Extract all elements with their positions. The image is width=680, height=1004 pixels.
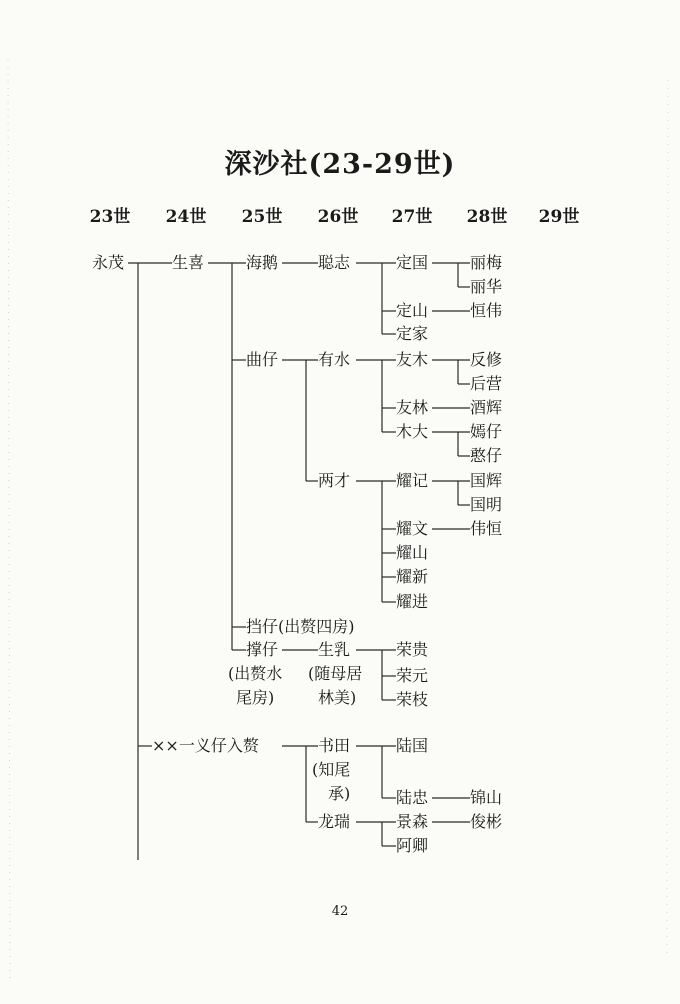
person-haozai: 憨仔 (470, 446, 503, 465)
person-muda: 木大 (396, 422, 429, 441)
person-shengxi: 生喜 (172, 253, 205, 272)
person-guoming: 国明 (470, 495, 503, 514)
person-shutian-note-line1: (知尾 (312, 760, 351, 779)
generation-label-25: 25世 (241, 207, 283, 227)
generation-label-23: 23世 (89, 207, 131, 227)
generation-label-27: 27世 (391, 207, 433, 227)
person-dingjia: 定家 (396, 324, 429, 343)
person-hengwei: 恒伟 (470, 301, 503, 320)
generation-label-24: 24世 (165, 207, 207, 227)
person-chengzai: 撑仔 (246, 640, 279, 659)
person-shutian: 书田 (318, 736, 351, 755)
person-youlin: 友林 (396, 398, 429, 417)
person-quzai: 曲仔 (246, 350, 279, 369)
person-yanzai: 嫣仔 (470, 422, 503, 441)
person-rongyuan: 荣元 (396, 666, 429, 685)
generation-label-26: 26世 (317, 207, 359, 227)
person-chengzai-note-line2: 尾房) (236, 688, 275, 707)
person-weiheng: 伟恒 (470, 519, 503, 538)
person-jingsen: 景森 (396, 812, 429, 831)
generation-label-29: 29世 (538, 207, 580, 227)
person-limei: 丽梅 (470, 253, 503, 272)
person-longrui: 龙瑞 (318, 812, 351, 831)
person-dangzai: 挡仔(出赘四房) (246, 617, 355, 636)
person-shengru-note-line1: (随母居 (308, 664, 363, 683)
person-congzhi: 聪志 (318, 253, 351, 272)
page-number: 42 (331, 904, 349, 919)
person-yongmao: 永茂 (92, 253, 125, 272)
person-shutian-note-line2: 承) (328, 784, 351, 803)
person-luguo: 陆国 (396, 736, 429, 755)
page-title: 深沙社(23-29世) (224, 149, 456, 180)
person-yaowen: 耀文 (396, 519, 429, 538)
person-houying: 后营 (470, 374, 503, 393)
generation-label-28: 28世 (466, 207, 508, 227)
person-shengru-note-line2: 林美) (318, 688, 357, 707)
person-youshui: 有水 (318, 350, 351, 369)
person-junbin: 俊彬 (470, 812, 503, 831)
person-jinshan: 锦山 (470, 788, 503, 807)
person-haie: 海鹅 (246, 253, 279, 272)
person-fanxiu: 反修 (470, 350, 503, 369)
person-aqing: 阿卿 (396, 836, 429, 855)
person-yaoji: 耀记 (396, 471, 429, 490)
person-luzhong: 陆忠 (396, 788, 429, 807)
person-yaoshan: 耀山 (396, 543, 429, 562)
person-ronggui: 荣贵 (396, 640, 429, 659)
person-jiuhui: 酒辉 (470, 398, 503, 417)
person-lihua: 丽华 (470, 277, 503, 296)
person-dingguo: 定国 (396, 253, 429, 272)
person-yaoxin: 耀新 (396, 567, 429, 586)
person-liangcai: 两才 (318, 471, 351, 490)
person-xx-yizai: ××一义仔入赘 (152, 736, 259, 755)
person-rongzhi: 荣枝 (396, 690, 429, 709)
person-shengru: 生乳 (318, 640, 351, 659)
person-youmu: 友木 (396, 350, 429, 369)
person-chengzai-note-line1: (出赘水 (228, 664, 283, 683)
person-yaojin: 耀进 (396, 592, 429, 611)
person-guohui: 国辉 (470, 471, 503, 490)
person-dingshan: 定山 (396, 301, 429, 320)
